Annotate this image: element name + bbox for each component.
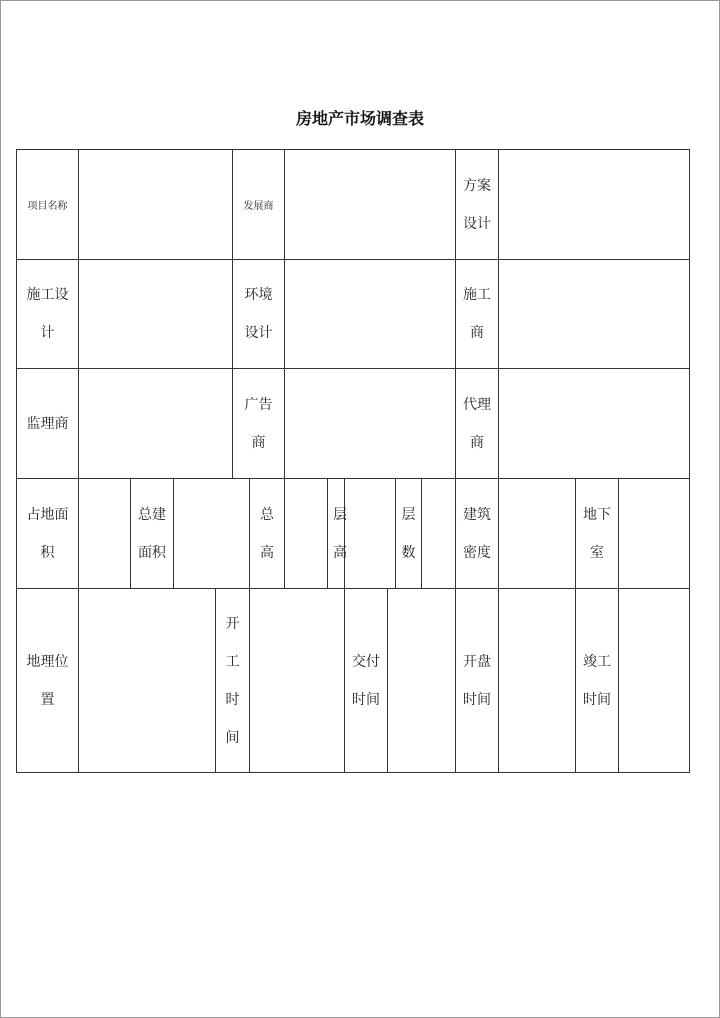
label-line: 商 <box>470 434 484 451</box>
label-line: 层 <box>333 506 347 523</box>
label-line: 设计 <box>244 325 273 341</box>
label-opening-time <box>456 589 498 772</box>
label-line: 工 <box>225 653 240 670</box>
label-line: 开 <box>225 615 240 632</box>
table-vline <box>173 478 174 589</box>
label-line: 计 <box>40 325 55 341</box>
table-vline <box>498 588 499 773</box>
label-line: 广告 <box>244 396 273 413</box>
label-line: 代理 <box>463 396 491 413</box>
table-vline-right <box>689 149 690 773</box>
table-hline-top <box>16 149 690 150</box>
table-vline <box>78 478 79 589</box>
table-vline <box>498 478 499 589</box>
label-line: 施工设 <box>26 287 69 303</box>
label-supervisor: 监理商 <box>26 415 69 432</box>
label-floor-height <box>328 479 347 588</box>
table-hline-1 <box>16 259 690 260</box>
label-line: 间 <box>225 729 240 746</box>
label-developer: 发展商 <box>243 201 274 212</box>
table-hline-bottom <box>16 772 690 773</box>
label-line: 总 <box>260 506 274 523</box>
label-line: 面积 <box>138 544 166 561</box>
page-title: 房地产市场调查表 <box>295 109 424 128</box>
table-vline <box>387 588 388 773</box>
label-construction-design <box>17 260 78 368</box>
label-line: 时 <box>225 691 240 708</box>
label-delivery-time <box>345 589 387 772</box>
label-land-area <box>17 479 78 588</box>
label-location <box>17 589 78 772</box>
label-line: 方案 <box>463 177 491 194</box>
label-total-floor-area <box>131 479 173 588</box>
label-agent <box>456 369 498 478</box>
label-line: 交付 <box>352 653 380 670</box>
label-environment-design <box>233 260 284 368</box>
label-line: 地理位 <box>26 653 69 670</box>
table-hline-2 <box>16 368 690 369</box>
label-line: 商 <box>251 434 266 451</box>
label-line: 数 <box>401 544 416 561</box>
label-total-height <box>250 479 284 588</box>
label-line: 积 <box>40 544 55 561</box>
label-advertiser <box>233 369 284 478</box>
label-line: 施工 <box>463 287 491 303</box>
label-floor-count <box>396 479 421 588</box>
label-line: 环境 <box>244 287 273 303</box>
label-line: 时间 <box>463 691 491 708</box>
label-line: 设计 <box>463 215 491 232</box>
label-line: 总建 <box>138 506 166 523</box>
label-line: 高 <box>333 544 347 561</box>
label-scheme-design <box>456 150 498 259</box>
label-line: 密度 <box>463 544 491 561</box>
label-contractor <box>456 260 498 368</box>
label-line: 建筑 <box>463 506 491 523</box>
label-line: 高 <box>260 544 274 561</box>
table-vline <box>618 478 619 589</box>
table-vline <box>421 478 422 589</box>
table-vline <box>618 588 619 773</box>
table-vline <box>284 149 285 479</box>
label-building-density <box>456 479 498 588</box>
label-line: 开盘 <box>463 653 491 670</box>
label-line: 置 <box>40 691 55 708</box>
table-vline <box>78 588 79 773</box>
label-basement <box>576 479 618 588</box>
label-line: 室 <box>590 544 604 561</box>
label-project-name: 项目名称 <box>27 201 68 212</box>
label-line: 地下 <box>583 506 611 523</box>
table-vline <box>78 149 79 479</box>
table-vline <box>284 478 285 589</box>
label-completion-time <box>576 589 618 772</box>
label-start-time <box>216 589 249 772</box>
label-line: 层 <box>401 506 416 523</box>
table-vline <box>249 588 250 773</box>
label-line: 商 <box>470 325 484 341</box>
label-line: 占地面 <box>26 506 69 523</box>
label-line: 竣工 <box>583 653 611 670</box>
table-vline <box>498 149 499 479</box>
label-line: 时间 <box>352 691 380 708</box>
label-line: 时间 <box>583 691 611 708</box>
